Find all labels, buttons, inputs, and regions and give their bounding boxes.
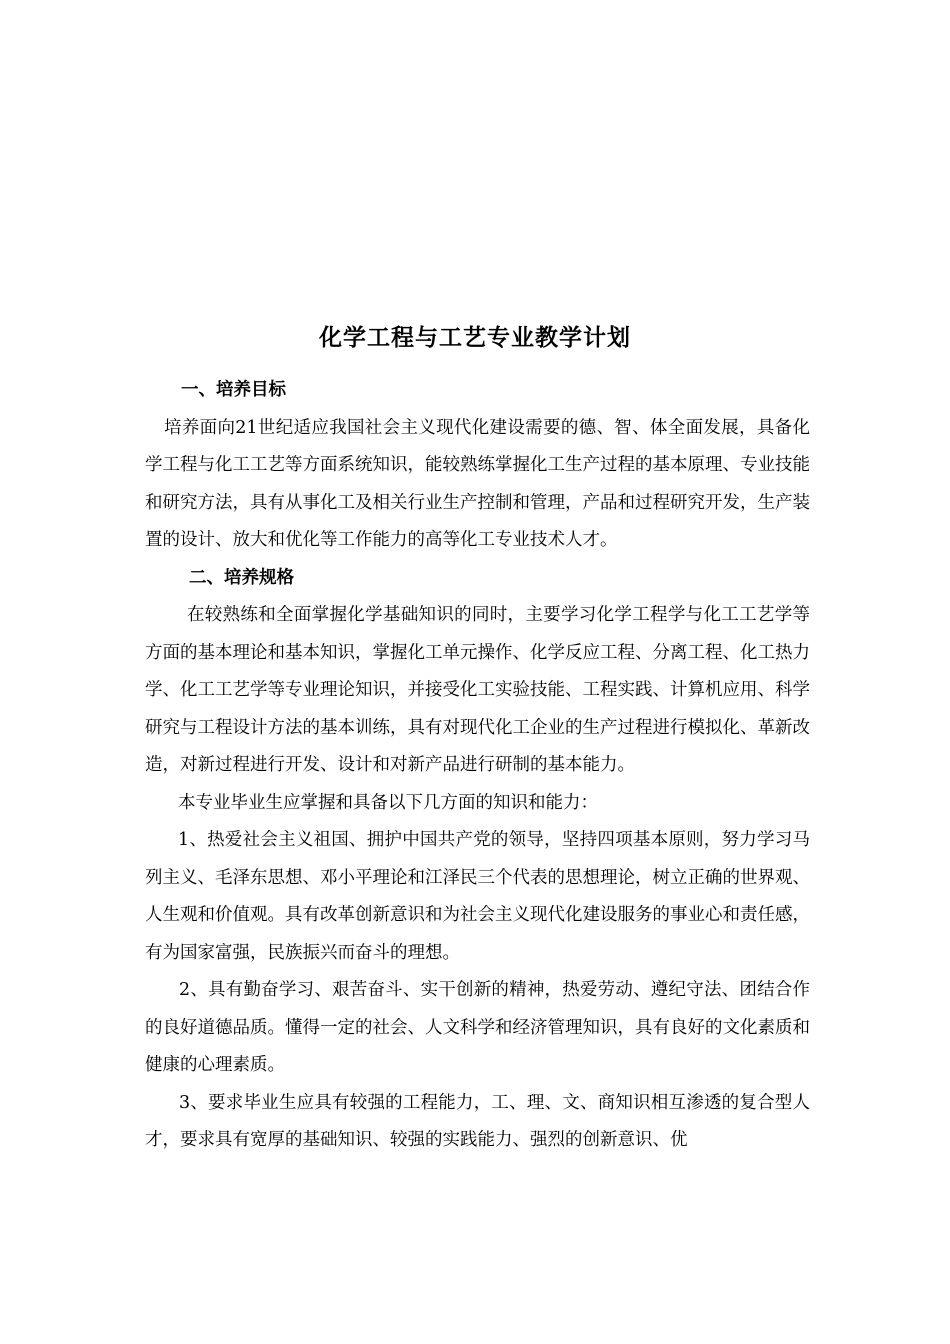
paragraph-intro: 本专业毕业生应掌握和具备以下几方面的知识和能力： [178, 792, 598, 813]
document-title: 化学工程与工艺专业教学计划 [319, 324, 631, 351]
list-item: 1、热爱社会主义祖国、拥护中国共产党的领导，坚持四项基本原则，努力学习马列主义、毛泽东思想、邓小平理论和江泽民三个代表的思想理论，树立正确的世界观、人生观和价值观。具有改革创新意识和为社会主义现代化建设服务的事业心和责任感，有为国家富强，民族振兴而奋斗的理想。 [145, 830, 810, 963]
list-item: 2、具有勤奋学习、艰苦奋斗、实干创新的精神，热爱劳动、遵纪守法、团结合作的良好道德品质。懂得一定的社会、人文科学和经济管理知识，具有良好的文化素质和健康的心理素质。 [145, 980, 810, 1075]
list-item: 3、要求毕业生应具有较强的工程能力，工、理、文、商知识相互渗透的复合型人才，要求具有宽厚的基础知识、较强的实践能力、强烈的创新意识、优 [145, 1092, 810, 1150]
paragraph-training-spec: 在较熟练和全面掌握化学基础知识的同时，主要学习化学工程学与化工工艺学等方面的基本理论和基本知识，掌握化工单元操作、化学反应工程、分离工程、化工热力学、化工工艺学等专业理论知识，并接受化工实验技能、工程实践、计算机应用、科学研究与工程设计方法的基本训练，具有对现代化工企业的生产过程进行模拟化、革新改造，对新过程进行开发、设计和对新产品进行研制的基本能力。 [145, 605, 810, 775]
section-heading-training-spec: 二、培养规格 [189, 567, 294, 588]
paragraph-training-goal: 培养面向21世纪适应我国社会主义现代化建设需要的德、智、体全面发展，具备化学工程与化工工艺等方面系统知识，能较熟练掌握化工生产过程的基本原理、专业技能和研究方法，具有从事化工及相关行业生产控制和管理，产品和过程研究开发，生产装置的设计、放大和优化等工作能力的高等化工专业技术人才。 [145, 417, 810, 550]
section-heading-training-goal: 一、培养目标 [181, 380, 286, 400]
document-body [145, 372, 810, 1160]
